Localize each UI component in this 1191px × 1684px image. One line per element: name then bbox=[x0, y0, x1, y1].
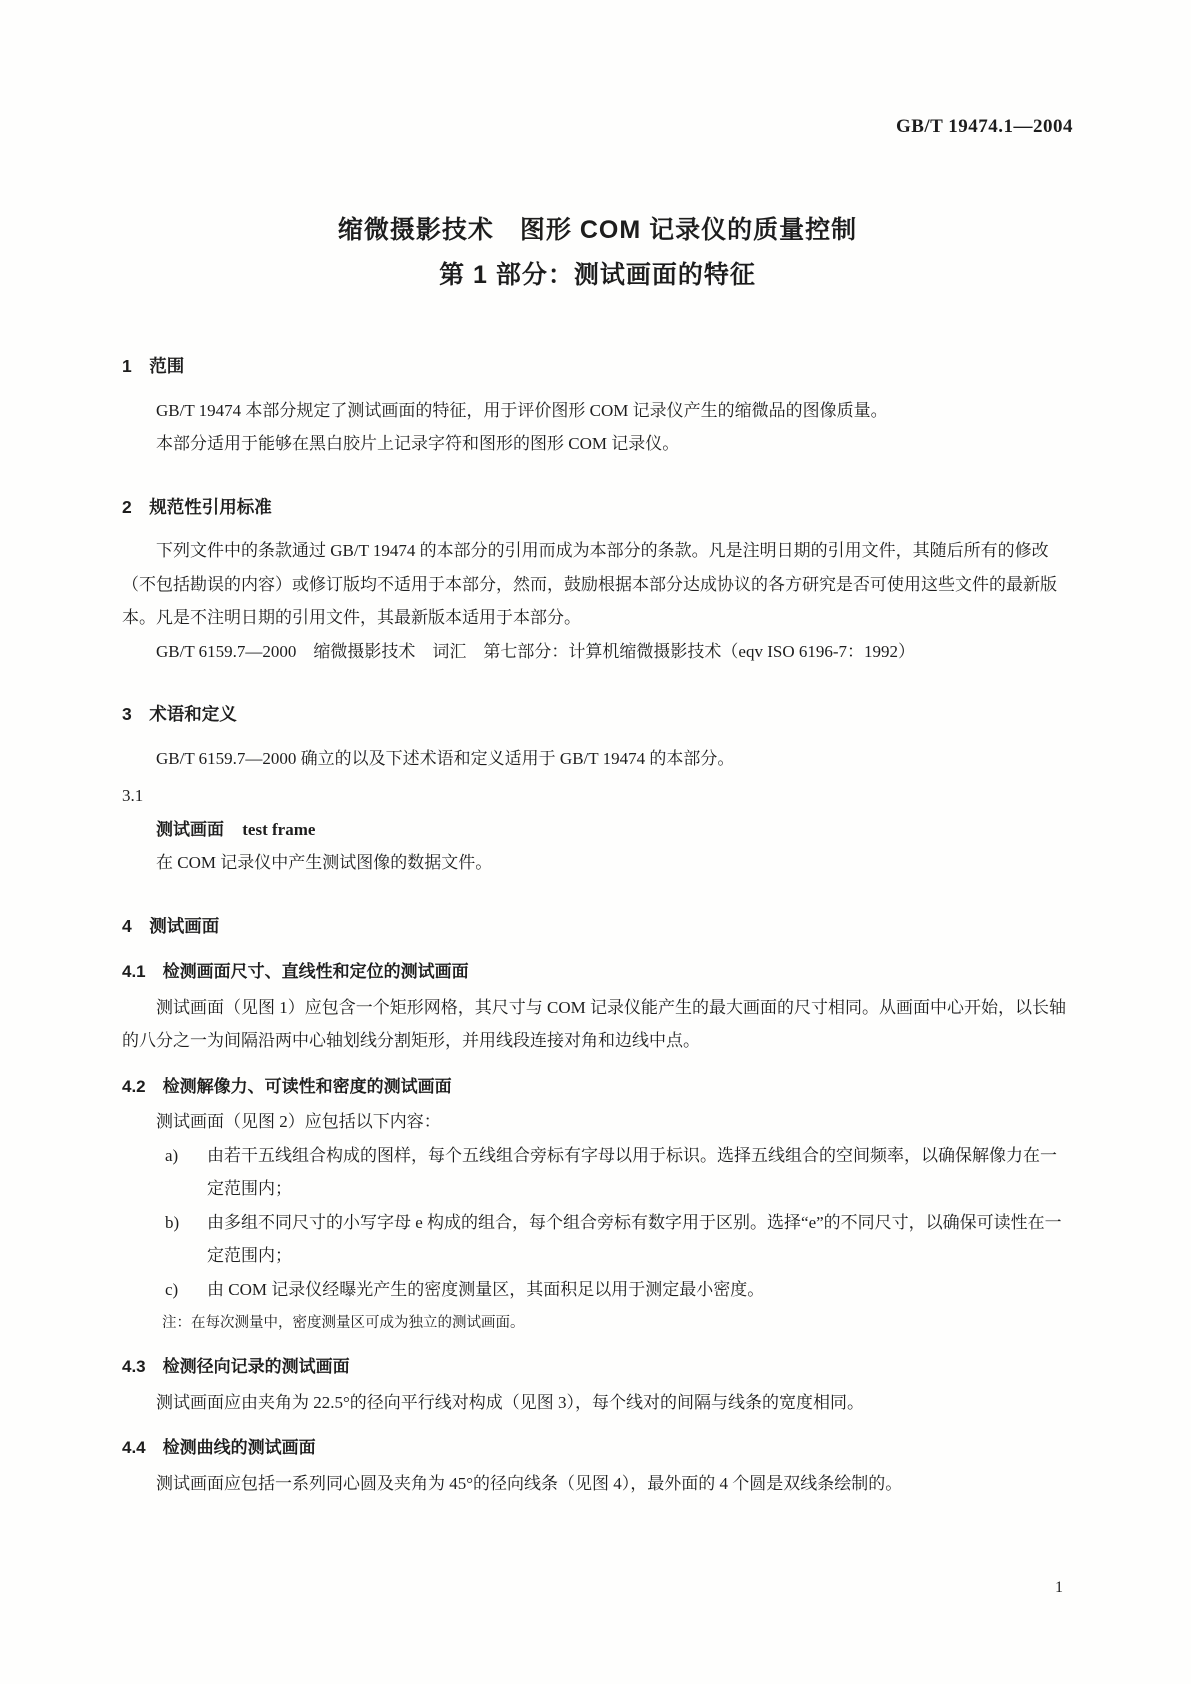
term-chinese: 测试画面 bbox=[156, 819, 224, 839]
section-4-1-paragraph: 测试画面（见图 1）应包含一个矩形网格，其尺寸与 COM 记录仪能产生的最大画面的尺寸相同。从画面中心开始，以长轴的八分之一为间隔沿两中心轴划线分割矩形，并用线段连接对角和边线中点。 bbox=[122, 997, 1066, 1050]
section-3-heading: 3 术语和定义 bbox=[122, 704, 237, 724]
section-4-4-heading: 4.4 检测曲线的测试画面 bbox=[122, 1438, 316, 1457]
section-4-3-heading: 4.3 检测径向记录的测试画面 bbox=[122, 1357, 350, 1376]
section-4-1-heading: 4.1 检测画面尺寸、直线性和定位的测试画面 bbox=[122, 962, 469, 981]
term-english: test frame bbox=[242, 819, 316, 839]
list-item-c bbox=[122, 1273, 1073, 1307]
list-item-a bbox=[122, 1139, 1073, 1206]
section-3-terms-definitions bbox=[122, 698, 1073, 880]
section-4-test-frames bbox=[122, 910, 1073, 1501]
clause-number-3-1: 3.1 bbox=[122, 786, 144, 805]
section-1-heading: 1 范围 bbox=[122, 356, 185, 376]
doc-title bbox=[122, 208, 1073, 298]
section-4-2-heading: 4.2 检测解像力、可读性和密度的测试画面 bbox=[122, 1076, 452, 1096]
list-item-a-text: 由若干五线组合构成的图样，每个五线组合旁标有字母以用于标识。选择五线组合的空间频率，以确保解像力在一定范围内； bbox=[207, 1145, 1057, 1198]
list-item-b-label: b) bbox=[165, 1212, 180, 1232]
section-2-reference-entry: GB/T 6159.7—2000 缩微摄影技术 词汇 第七部分：计算机缩微摄影技术（eqv ISO 6196-7：1992） bbox=[156, 641, 916, 661]
section-4-2-note: 注：在每次测量中，密度测量区可成为独立的测试画面。 bbox=[162, 1315, 525, 1331]
list-item-b-text: 由多组不同尺寸的小写字母 e 构成的组合，每个组合旁标有数字用于区别。选择“e”的不同尺寸，以确保可读性在一定范围内； bbox=[207, 1212, 1062, 1265]
list-item-a-label: a) bbox=[165, 1145, 179, 1165]
section-2-normative-references bbox=[122, 491, 1073, 669]
doc-title-line-1: 缩微摄影技术 图形 COM 记录仪的质量控制 bbox=[337, 216, 858, 244]
section-4-2-intro: 测试画面（见图 2）应包括以下内容： bbox=[156, 1112, 441, 1131]
section-4-heading: 4 测试画面 bbox=[122, 915, 220, 936]
term-definition: 在 COM 记录仪中产生测试图像的数据文件。 bbox=[156, 853, 493, 872]
doc-number: GB/T 19474.1—2004 bbox=[895, 116, 1073, 137]
list-item-c-text: 由 COM 记录仪经曝光产生的密度测量区，其面积足以用于测定最小密度。 bbox=[207, 1279, 765, 1299]
section-1-paragraph-1: GB/T 19474 本部分规定了测试画面的特征，用于评价图形 COM 记录仪产生的缩微品的图像质量。 bbox=[156, 400, 888, 420]
section-1-paragraph-2: 本部分适用于能够在黑白胶片上记录字符和图形的图形 COM 记录仪。 bbox=[156, 434, 680, 453]
section-4-3-paragraph: 测试画面应由夹角为 22.5°的径向平行线对构成（见图 3），每个线对的间隔与线条的宽度相同。 bbox=[156, 1392, 865, 1412]
list-item-c-label: c) bbox=[165, 1279, 179, 1299]
section-2-paragraph-1: 下列文件中的条款通过 GB/T 19474 的本部分的引用而成为本部分的条款。凡是注明日期的引用文件，其随后所有的修改（不包括勘误的内容）或修订版均不适用于本部分，然而，鼓励根据本部分达成协议的各方研究是否可使用这些文件的最新版本。凡是不注明日期的引用文件，其最新版本适用于本部分。 bbox=[122, 541, 1057, 627]
section-3-paragraph-1: GB/T 6159.7—2000 确立的以及下述术语和定义适用于 GB/T 19474 的本部分。 bbox=[156, 748, 735, 768]
section-4-4-paragraph: 测试画面应包括一系列同心圆及夹角为 45°的径向线条（见图 4），最外面的 4 个圆是双线条绘制的。 bbox=[156, 1473, 903, 1493]
section-2-heading: 2 规范性引用标准 bbox=[122, 496, 272, 517]
section-1-scope bbox=[122, 350, 1073, 461]
list-item-b bbox=[122, 1206, 1073, 1273]
page-number: 1 bbox=[1055, 1579, 1063, 1596]
term-entry bbox=[122, 813, 1073, 847]
doc-title-line-2: 第 1 部分：测试画面的特征 bbox=[439, 261, 756, 289]
